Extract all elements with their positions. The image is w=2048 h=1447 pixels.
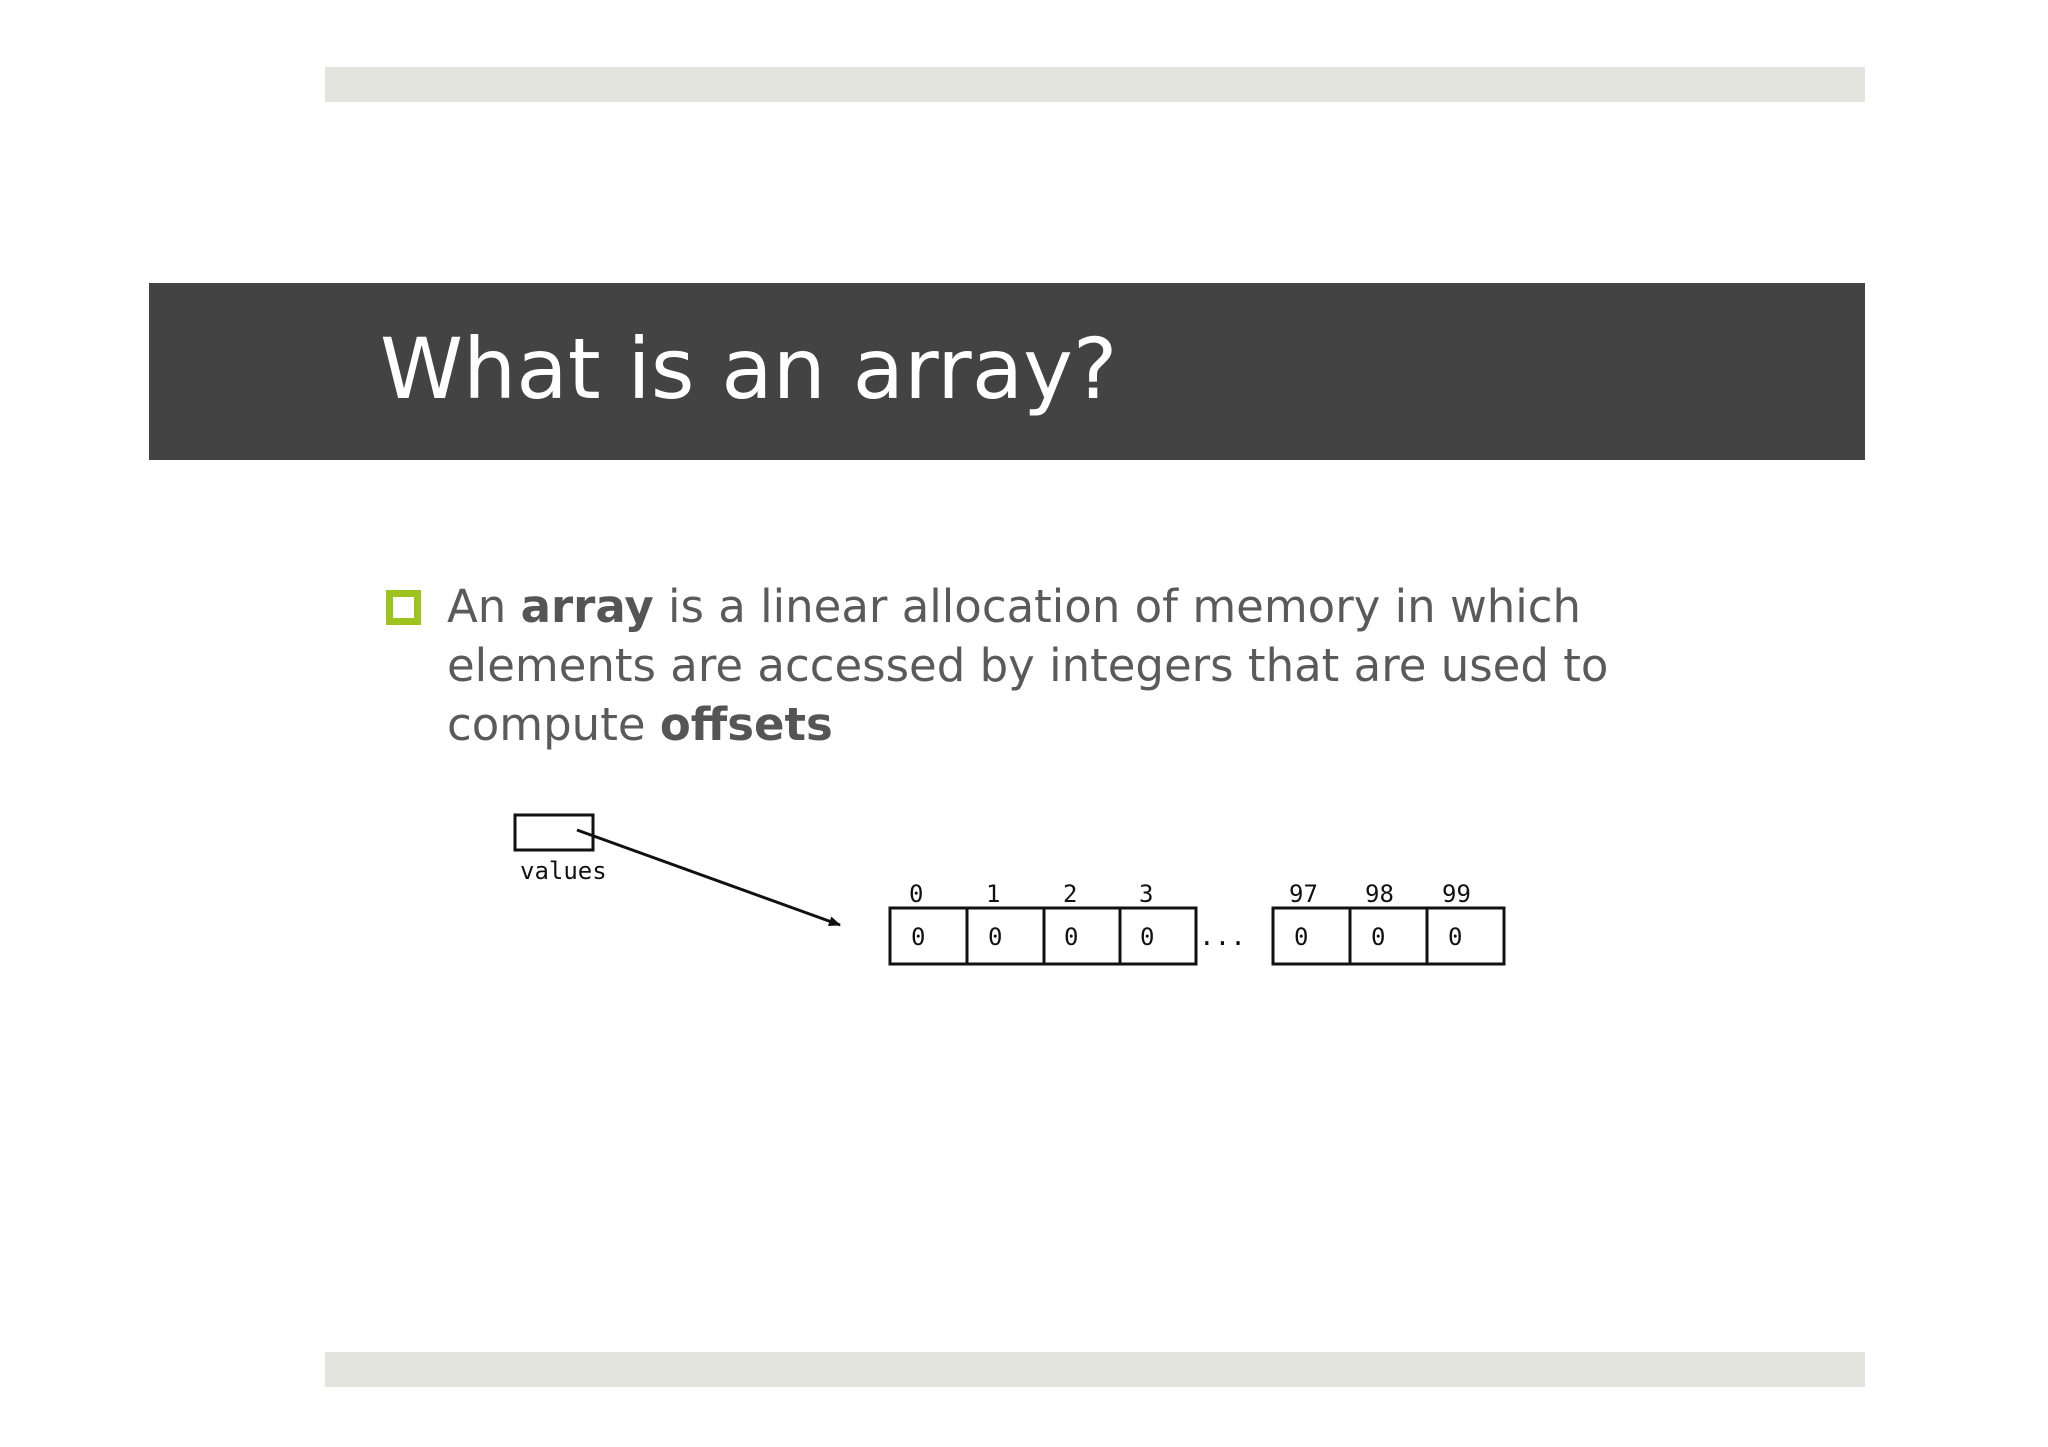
bullet-text-part2: is a linear allocation of memory in which elements are accessed by integers that are used to compute	[447, 580, 1609, 751]
cell-value: 0	[1294, 923, 1309, 951]
array-cell	[890, 908, 967, 964]
index-label: 0	[909, 880, 924, 908]
index-label: 2	[1063, 880, 1078, 908]
cell-value: 0	[1448, 923, 1463, 951]
variable-label: values	[520, 857, 607, 885]
bold-term-offsets: offsets	[659, 698, 833, 751]
array-cell	[1273, 908, 1350, 964]
array-cell	[1120, 908, 1196, 964]
bottom-decorative-band	[325, 1352, 1865, 1387]
index-label: 98	[1365, 880, 1394, 908]
pointer-arrow	[577, 830, 840, 925]
index-label: 99	[1442, 880, 1471, 908]
array-cell	[1044, 908, 1120, 964]
index-label: 3	[1139, 880, 1154, 908]
bold-term-array: array	[520, 580, 654, 633]
array-cell	[967, 908, 1044, 964]
cell-value: 0	[911, 923, 926, 951]
array-cell	[1350, 908, 1427, 964]
cell-value: 0	[1371, 923, 1386, 951]
ellipsis: ...	[1199, 922, 1246, 952]
cell-value: 0	[988, 923, 1003, 951]
bullet-text-part1: An	[447, 580, 521, 633]
cell-value: 0	[1140, 923, 1155, 951]
index-label: 1	[986, 880, 1001, 908]
array-cell	[1427, 908, 1504, 964]
slide-title: What is an array?	[380, 320, 1118, 418]
index-label: 97	[1289, 880, 1318, 908]
cell-value: 0	[1064, 923, 1079, 951]
